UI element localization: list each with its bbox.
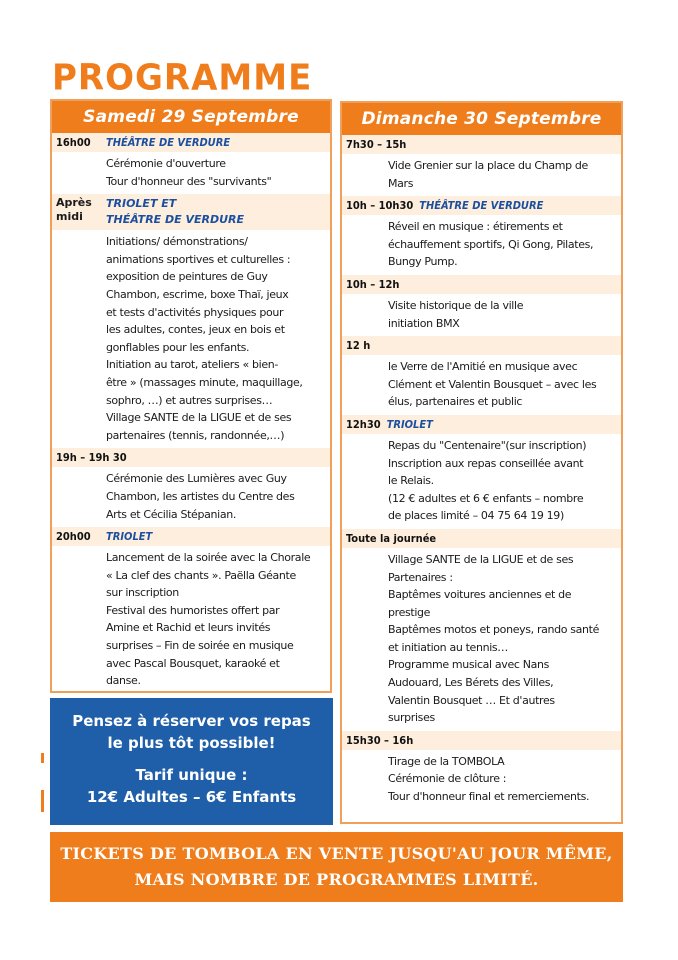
line: prestige [388, 605, 431, 619]
line: sophro, …) et autres surprises… [106, 393, 273, 407]
line: Tour d'honneur final et remerciements. [388, 790, 590, 804]
slot-description [342, 215, 621, 275]
line: Bungy Pump. [388, 255, 458, 269]
margin-mark [41, 753, 44, 763]
slot-description [52, 230, 330, 448]
page-title: PROGRAMME [52, 57, 313, 99]
line: (12 € adultes et 6 € enfants – nombre [388, 491, 584, 505]
line: Baptêmes voitures anciennes et de [388, 588, 572, 602]
line: Valentin Bousquet … Et d'autres [388, 693, 555, 707]
line: le Relais. [388, 474, 434, 488]
tombola-banner [50, 832, 623, 902]
line: Amine et Rachid et leurs invités [106, 621, 271, 635]
banner-line: MAIS NOMBRE DE PROGRAMMES LIMITÉ. [134, 870, 539, 889]
line: être » (massages minute, maquillage, [106, 375, 303, 389]
line: exposition de peintures de Guy [106, 270, 268, 284]
saturday-heading: Samedi 29 Septembre [52, 101, 330, 133]
time-bar [52, 527, 330, 546]
line: Partenaires : [388, 570, 453, 584]
slot-sun-2 [342, 275, 621, 336]
line: Baptêmes motos et poneys, rando santé [388, 623, 600, 637]
slot-description [342, 750, 621, 810]
line: Initiation au tarot, ateliers « bien- [106, 358, 279, 372]
line: échauffement sportifs, Qi Gong, Pilates, [388, 237, 594, 251]
time-bar [342, 135, 621, 154]
line: danse. [106, 674, 141, 688]
line: initiation BMX [388, 316, 460, 330]
line: Mars [388, 176, 414, 190]
saturday-column [50, 99, 332, 693]
line: Programme musical avec Nans [388, 658, 549, 672]
slot-sun-5 [342, 529, 621, 731]
time-bar [52, 194, 330, 230]
slot-description [342, 154, 621, 196]
line: surprises – Fin de soirée en musique [106, 639, 294, 653]
line: « La clef des chants ». Paëlla Géante [106, 568, 296, 582]
line: de places limité – 04 75 64 19 19) [388, 509, 564, 523]
line: le plus tôt possible! [107, 734, 276, 752]
slot-time: 16h00 [56, 136, 91, 149]
slot-sun-1 [342, 196, 621, 275]
banner-line: TICKETS DE TOMBOLA EN VENTE JUSQU'AU JOUR MÊME, [60, 844, 613, 863]
line: Clément et Valentin Bousquet – avec les [388, 377, 597, 391]
slot-description [342, 434, 621, 529]
line: élus, partenaires et public [388, 395, 523, 409]
line: Village SANTE de la LIGUE et de ses [106, 411, 292, 425]
slot-time: 19h – 19h 30 [56, 451, 127, 465]
slot-venue: THÉÂTRE DE VERDURE [419, 199, 544, 213]
slot-sun-3 [342, 336, 621, 415]
time-bar [52, 133, 330, 152]
time-bar [342, 731, 621, 750]
slot-sun-6 [342, 731, 621, 810]
slot-sun-4 [342, 415, 621, 529]
line: Chambon, escrime, boxe Thaï, jeux [106, 287, 289, 301]
slot-sat-2 [52, 448, 330, 527]
slot-time: 12 h [346, 339, 371, 353]
margin-mark [41, 790, 44, 812]
slot-sat-1 [52, 194, 330, 448]
line: Tirage de la TOMBOLA [388, 754, 505, 768]
line: Inscription aux repas conseillée avant [388, 456, 584, 470]
line: animations sportives et culturelles : [106, 252, 291, 266]
slot-description [342, 355, 621, 415]
time-bar [342, 415, 621, 434]
line: Village SANTE de la LIGUE et de ses [388, 552, 574, 566]
sunday-heading: Dimanche 30 Septembre [342, 103, 621, 135]
line: gonflables pour les enfants. [106, 340, 250, 354]
line: Visite historique de la ville [388, 298, 524, 312]
line: Arts et Cécilia Stépanian. [106, 507, 236, 521]
slot-time: 10h – 12h [346, 277, 400, 291]
slot-time: 20h00 [56, 530, 91, 544]
slot-time: Toute la journée [346, 531, 437, 545]
slot-description [52, 152, 330, 194]
line: Pensez à réserver vos repas [72, 712, 311, 730]
sunday-column [340, 101, 623, 824]
slot-venue: TRIOLET [106, 530, 153, 544]
time-bar [342, 275, 621, 294]
slot-description [52, 546, 330, 694]
slot-description [342, 548, 621, 731]
line: Chambon, les artistes du Centre des [106, 489, 295, 503]
venue-line: TRIOLET ET [106, 197, 177, 211]
time-bar [342, 336, 621, 355]
line: Cérémonie de clôture : [388, 772, 507, 786]
price-text [50, 764, 333, 808]
venue-line: THÉÂTRE DE VERDURE [106, 213, 245, 227]
slot-description [342, 294, 621, 336]
line: Vide Grenier sur la place du Champ de [388, 159, 588, 172]
line: Festival des humoristes offert par [106, 603, 280, 617]
slot-time: 15h30 – 16h [346, 733, 414, 747]
slot-venue: THÉÂTRE DE VERDURE [106, 136, 231, 149]
time-bar [342, 529, 621, 548]
slot-sat-3 [52, 527, 330, 694]
line: Audouard, Les Bérets des Villes, [388, 676, 554, 690]
line: le Verre de l'Amitié en musique avec [388, 360, 578, 374]
slot-time: 7h30 – 15h [346, 138, 407, 151]
line: et tests d'activités physiques pour [106, 305, 284, 319]
slot-time: 12h30 [346, 417, 381, 431]
line: Réveil en musique : étirements et [388, 220, 563, 234]
line: Tour d'honneur des "survivants" [106, 174, 272, 188]
line: Cérémonie d'ouverture [106, 157, 226, 170]
meal-reminder-box [50, 698, 333, 825]
line: surprises [388, 711, 435, 725]
slot-sat-0 [52, 133, 330, 194]
line: les adultes, contes, jeux en bois et [106, 323, 285, 337]
line: Initiations/ démonstrations/ [106, 235, 248, 249]
slot-time: 10h – 10h30 [346, 199, 414, 213]
line: partenaires (tennis, randonnée,…) [106, 428, 285, 442]
slot-description [52, 467, 330, 527]
line: Lancement de la soirée avec la Chorale [106, 551, 311, 565]
line: avec Pascal Bousquet, karaoké et [106, 656, 280, 670]
line: 12€ Adultes – 6€ Enfants [86, 788, 297, 806]
slot-time: Après midi [52, 194, 102, 230]
slot-venue: TRIOLET [386, 417, 433, 431]
line: sur inscription [106, 586, 179, 600]
line: Repas du "Centenaire"(sur inscription) [388, 438, 587, 452]
line: et initiation au tennis… [388, 640, 508, 654]
time-bar [342, 196, 621, 215]
slot-sun-0 [342, 135, 621, 196]
slot-venue [102, 194, 330, 230]
line: Cérémonie des Lumières avec Guy [106, 472, 287, 486]
line: Tarif unique : [135, 766, 248, 784]
reminder-text [50, 710, 333, 754]
time-bar [52, 448, 330, 467]
